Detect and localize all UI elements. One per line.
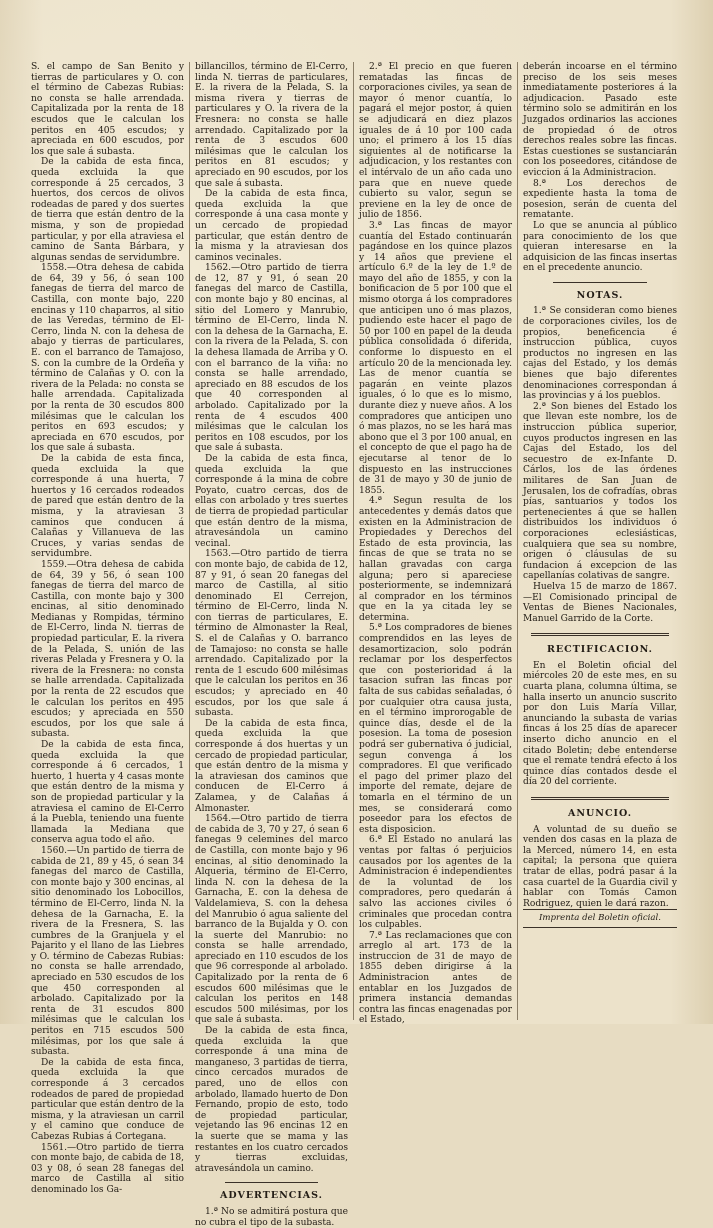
paragraph: 1564.—Otro partido de tierra de cabida de 3, 70 y 27, ó sean 6 fanegas 9 celemines del marco de Castilla, con monte bajo y 96 encinas, al sitio denominado la Alqueria, término de El-Cerro, linda N. con la dehesa de la Garnacha, E. con la dehesa de Valdelamieva, S. con la dehesa del Manrubio ó agua salientе del barranco de la Bujalda y O. con la suerte del Manrubio: no consta se halle arrendado, apreciado en 110 escudos de los que 96 corresponde al arbolado. Capitalizado por la renta de 6 escudos 600 milésimas que le calculan los peritos en 148 escudos 500 milésimas, por los que sale á subasta.	[195, 814, 348, 1026]
paragraph: 1558.—Otra dehesa de cabida de 64, 39 y 56, ó sean 100 fanegas de tierra del marco de Castilla, con monte bajo, 220 encinas y 110 chaparros, al sitio de las Veredas, término de El-Cerro, linda N. con la dehesa de abajo y tierras de particulares, E. con el barranco de Tamajoso, S. con la cumbre de la Ordeña y término de Calañas y O. con la rivera de la Pelada: no consta se halle arrendada. Capitalizada por la renta de 30 escudos 800 milésimas que le calculan los peritos en 693 escudos; y apreciada en 670 escudos, por los que sale á subasta.	[31, 263, 184, 454]
paragraph: 6.ª El Estado no anulará las ventas por faltas ó perjuicios causados por los agentes de la Administracion é independientes de la voluntad de los compradores, pero quedarán á salvo las acciones civiles ó criminales que procedan contra los culpables.	[359, 835, 512, 931]
paragraph: 5.ª Los compradores de bienes comprendidos en las leyes de desamortizacion, solo podrán reclamar por los desperfectos que con posterioridad á la tasacion sufran las fincas por falta de sus cabidas señaladas, ó por cualquier otra causa justa, en el término improrogable de quince días, desde el de la posesion. La toma de posesion podrá ser gubernativa ó judicial, segun convenga á los compradores. El que verificado el pago del primer plazo del importe del remate, dejare de tomarla en el término de un mes, se considerará como poseedor para los efectos de esta disposicion.	[359, 623, 512, 835]
paragraph: 1560.—Un partido de tierra de cabida de 21, 89 y 45, ó sean 34 fanegas del marco de Castilla, con monte bajo y 300 encinas, al sitio denominado los Lobocillos, término de El-Cerro, linda N. la dehesa de la Garnacha, E. la rivera de la Fresnera, S. las cumbres de la Granjuela y el Pajarito y el llano de las Liebres y O. término de Cabezas Rubias: no consta se halle arrendado, apreciado en 530 escudos de los que 450 corresponden al arbolado. Capitalizado por la renta de 31 escudos 800 milésimas que le calculan los peritos en 715 escudos 500 milésimas, por los que sale á subasta.	[31, 845, 184, 1058]
paragraph: 1.ª No se admitirá postura que no cubra el tipo de la subasta.	[195, 1206, 348, 1228]
divider	[553, 282, 647, 283]
paragraph: De la cabida de esta finca, queda excluida la que corresponde á 3 cercados rodeados de pared de propiedad particular que están dentro de la misma, y la atraviesan un carril y el camino que conduce de Cabezas Rubias á Cortegana.	[31, 1057, 184, 1142]
column-4	[518, 62, 682, 1020]
paragraph: 1559.—Otra dehesa de cabida de 64, 39 y 56, ó sean 100 fanegas de tierra del marco de Castilla, con monte bajo y 300 encinas, al sitio denominado Medianas y Rompidas, término de El-Cerro, linda N. tierras de propiedad particular, E. la rivera de la Pelada, S. unión de las riveras Pelada y Fresnera y O. la rivera de la Fresnera: no consta se halle arrendada. Capitalizada por la renta de 22 escudos que le calculan los peritos en 495 escudos; y apreciada en 550 escudos, por los que sale á subasta.	[31, 559, 184, 740]
paragraph: 3.ª Las fincas de mayor cuantía del Estado continuarán pagándose en los quince plazos y 14 años que previene el artículo 6.º de la ley de 1.º de mayo del año de 1855, y con la bonificacion de 5 por 100 que el mismo otorga á los compradores que anticipen uno ó mas plazos, pudiendo este hacer el pago de 50 por 100 en papel de la deuda pública consolidada ó diferida, conforme lo dispuesto en el artículo 20 de la mencionada ley. Las de menor cuantía se pagarán en veinte plazos iguales, ó lo que es lo mismo, durante diez y nueve años. A los compradores que anticipen uno ó mas plazos, no se les hará mas abono que el 3 por 100 anual, en el concepto de que el pago ha de ejecutarse al tenor de lo dispuesto en las instrucciones de 31 de mayo y 30 de junio de 1855.	[359, 220, 512, 496]
paragraph: A voluntad de su dueño se venden dos casas en la plaza de la Merced, número 14, en esta capital; la persona que quiera tratar de ellas, podrá pasar á la casa cuartel de la Guardia civil y hablar con Tomás Camon Rodriguez, quien le dará razon.	[523, 824, 677, 909]
paragraph: 2.ª El precio en que fueren rematadas las fincas de corporaciones civiles, ya sean de mayor ó menor cuantía, lo pagará el mejor postor, á quien se adjudicará en diez plazos iguales de á 10 por 100 cada uno; el primero á los 15 días siguientes al de notificarse la adjudicacion, y los restantes con el intérvalo de un año cada uno para que en nueve quede cubierto su valor, segun se previene en la ley de once de julio de 1856.	[359, 62, 512, 221]
divider	[531, 633, 669, 636]
paragraph: 8.ª Los derechos de expediente hasta la toma de posesion, serán de cuenta del rematante.	[523, 178, 677, 221]
divider	[225, 1182, 318, 1183]
paragraph: 1562.—Otro partido de tierra de 12, 87 y 91, ó sean 20 fanegas del marco de Castilla, con monte bajo y 80 encinas, al sitio del Lomero y Manrubio, término de El-Cerro, linda N. con la dehesa de la Garnacha, E. con la rivera de la Pelada, S. con la dehesa llamada de Arriba y O. con el barranco de la viña: no consta se halle arrendado, apreciado en 88 escudos de los que 40 corresponden al arbolado. Capitalizado por la renta de 4 escudos 400 milésimas que le calculan los peritos en 108 escudos, por los que sale á subasta.	[195, 263, 348, 454]
imprenta-footer: Imprenta del Boletin oficial.	[523, 909, 677, 928]
paragraph: 1563.—Otro partido de tierra con monte bajo, de cabida de 12, 87 y 91, ó sean 20 fanegas del marco de Castilla, al sitio denominado El Cerrejon, término de El-Cerro, linda N. con tierras de particulares, E. término de Almonaster la Real, S. el de Calañas y O. barranco de Tamajoso: no consta se halle arrendado. Capitalizado por la renta de 1 escudo 600 milésimas que le calculan los peritos en 36 escudos; y apreciado en 40 escudos, por los que sale á subasta.	[195, 549, 348, 719]
signature-paragraph: Huelva 15 de marzo de 1867.—El Comisionado principal de Ventas de Bienes Nacionales, Manuel Garrido de la Corte.	[523, 581, 677, 624]
paragraph: Lo que se anuncia al público para conocimiento de los que quieran interesarse en la adquisicion de las fincas insertas en el precedente anuncio.	[523, 220, 677, 274]
paragraph: 2.ª Son bienes del Estado los que llevan este nombre, los de instruccion pública superior, cuyos productos ingresen en las Cajas del Estado, los del secuestro de ex-Infante D. Cárlos, los de las órdenes militares de San Juan de Jerusalen, los de cofradías, obras pías, santuarios y todos los pertenecientes á que se hallen distribuidos los individuos ó corporaciones eclesiásticas, cualquiera que sea su nombre, origen ó cláusulas de su fundacion á excepcion de las capellanías colativas de sangre.	[523, 401, 677, 582]
column-1	[26, 62, 190, 1195]
paragraph: 1.ª Se consideran como bienes de corporaciones civiles, los de propios, beneficencia é instruccion pública, cuyos productos no ingresen en las cajas del Estado, y los demás bienes que bajo diferentes denominaciones correspondan á las provincias y á los pueblos.	[523, 306, 677, 402]
paragraph: S. el campo de San Benito y tierras de particulares y O. con el término de Cabezas Rubias: no consta se halle arrendada. Capitalizada por la renta de 18 escudos que le calculan los peritos en 405 escudos; y apreciada en 600 escudos, por los que sale á subasta.	[31, 62, 184, 157]
paragraph: 4.ª Segun resulta de los antecedentes y demás datos que existen en la Administracion de Propiedades y Derechos del Estado de esta provincia, las fincas de que se trata no se hallan gravadas con carga alguna; pero si apareciese posteriormente, se indemnizará al comprador en los términos que en la ya citada ley se determina.	[359, 496, 512, 623]
paragraph: De la cabida de esta finca, queda excluida la que corresponde á dos huertas y un cercado de propiedad particular, que están dentro de la misma y la atraviesan dos caminos que conducen de El-Cerro á Zalamea, y de Calañas á Almonaster.	[195, 718, 348, 814]
paragraph: De la cabida de esta finca, queda excluida la que corresponde á una casa monte y un cercado de propiedad particular, que están dentro de la misma y la atraviesan dos caminos vecinales.	[195, 189, 348, 263]
paragraph: De la cabida de esta finca, queda excluida la que corresponde á 6 cercados, 1 huerto, 1 huerta y 4 casas monte que están dentro de la misma y son de propiedad particular y la atraviesa el camino de El-Cerro á la Puebla, teniendo una fuente llamada la Mediana que conserva agua todo el año.	[31, 740, 184, 846]
paragraph: billancillos, término de El-Cerro, linda N. tierras de particulares, E. la rivera de la Pelada, S. la misma rivera y tierras de particulares y O. la rivera de la Fresnera: no consta se halle arrendado. Capitalizado por la renta de 3 escudos 600 milésimas que le calculan los peritos en 81 escudos; y apreciado en 90 escudos, por los que sale á subasta.	[195, 62, 348, 189]
paragraph: 1561.—Otro partido de tierra con monte bajo, de cabida de 18, 03 y 08, ó sean 28 fanegas del marco de Castilla al sitio denominado los Ga-	[31, 1142, 184, 1195]
columns	[26, 62, 703, 1228]
rectificacion-heading: RECTIFICACION.	[547, 644, 653, 656]
paragraph: De la cabida de esta finca, queda excluida la que corresponde á 25 cercados, 3 huertos, dos cercos de olivos rodeadas de pared y dos suertes de tierra que están dentro de la misma, y son de propiedad particular, y por ella atraviesa el camino de Santa Bárbara, y algunas sendas de servidumbre.	[31, 157, 184, 263]
paragraph: 7.ª Las reclamaciones que con arreglo al art. 173 de la instruccion de 31 de mayo de 1855 deben dirigirse á la Administracion antes de entablar en los Juzgados de primera instancia demandas contra las fincas enagenadas por el Estado,	[359, 930, 512, 1026]
paragraph: De la cabida de esta finca, queda excluida la que corresponde á una mina de manganeso, 3 partidas de tierra, cinco cercados murados de pared, uno de ellos con arbolado, llamado huerto de Don Fernando, propio de esto, todo de propiedad particular, vejetando las 96 encinas 12 en la suerte que se mama y las restantes en los cuatro cercados y tierras excluidas, atravesándola un camino.	[195, 1026, 348, 1174]
divider	[531, 797, 669, 800]
anuncio-heading: ANUNCIO.	[567, 808, 633, 819]
paragraph: De la cabida de esta finca, queda excluida la que corresponde á la mina de cobre Poyato, cuatro cercas, dos de ellas con arbolado y tres suertes de tierra de propiedad particular que están dentro de la misma, atravesándola un camino vecinal.	[195, 453, 348, 549]
column-2	[190, 62, 354, 1228]
paragraph: deberán incoarse en el término preciso de los seis meses inmediatamente posteriores á la adjudicacion. Pasado este término solo se admitirán en los Juzgados ordinarios las acciones de propiedad ó de otros derechos reales sobre las fincas. Estas cuestiones se sustanciarán con los poseedores, citándose de eviccion á la Administracion.	[523, 62, 677, 178]
paragraph: En el Boletin oficial del miércoles 20 de este mes, en su cuarta plana, columna última, se halla inserto un anuncio suscrito por don Luis María Villar, anunciando la subasta de varias fincas á los 25 días de aparecer inserto dicho anuncio en el citado Boletin; debe entenderse que el remate tendrá efecto á los quince días contados desde el día 20 del corriente.	[523, 660, 677, 788]
column-3	[354, 62, 518, 1026]
notas-heading: NOTAS.	[576, 289, 624, 301]
paragraph: De la cabida de esta finca, queda excluida la que corresponde á una huerta, 7 huertos y 16 cercados rodeados de pared que están dentro de la misma, y la atraviesan 3 caminos que conducen á Calañas y Villanueva de las Cruces, y varias sendas de servidumbre.	[31, 453, 184, 560]
advertencias-heading: ADVERTENCIAS.	[220, 1190, 323, 1202]
